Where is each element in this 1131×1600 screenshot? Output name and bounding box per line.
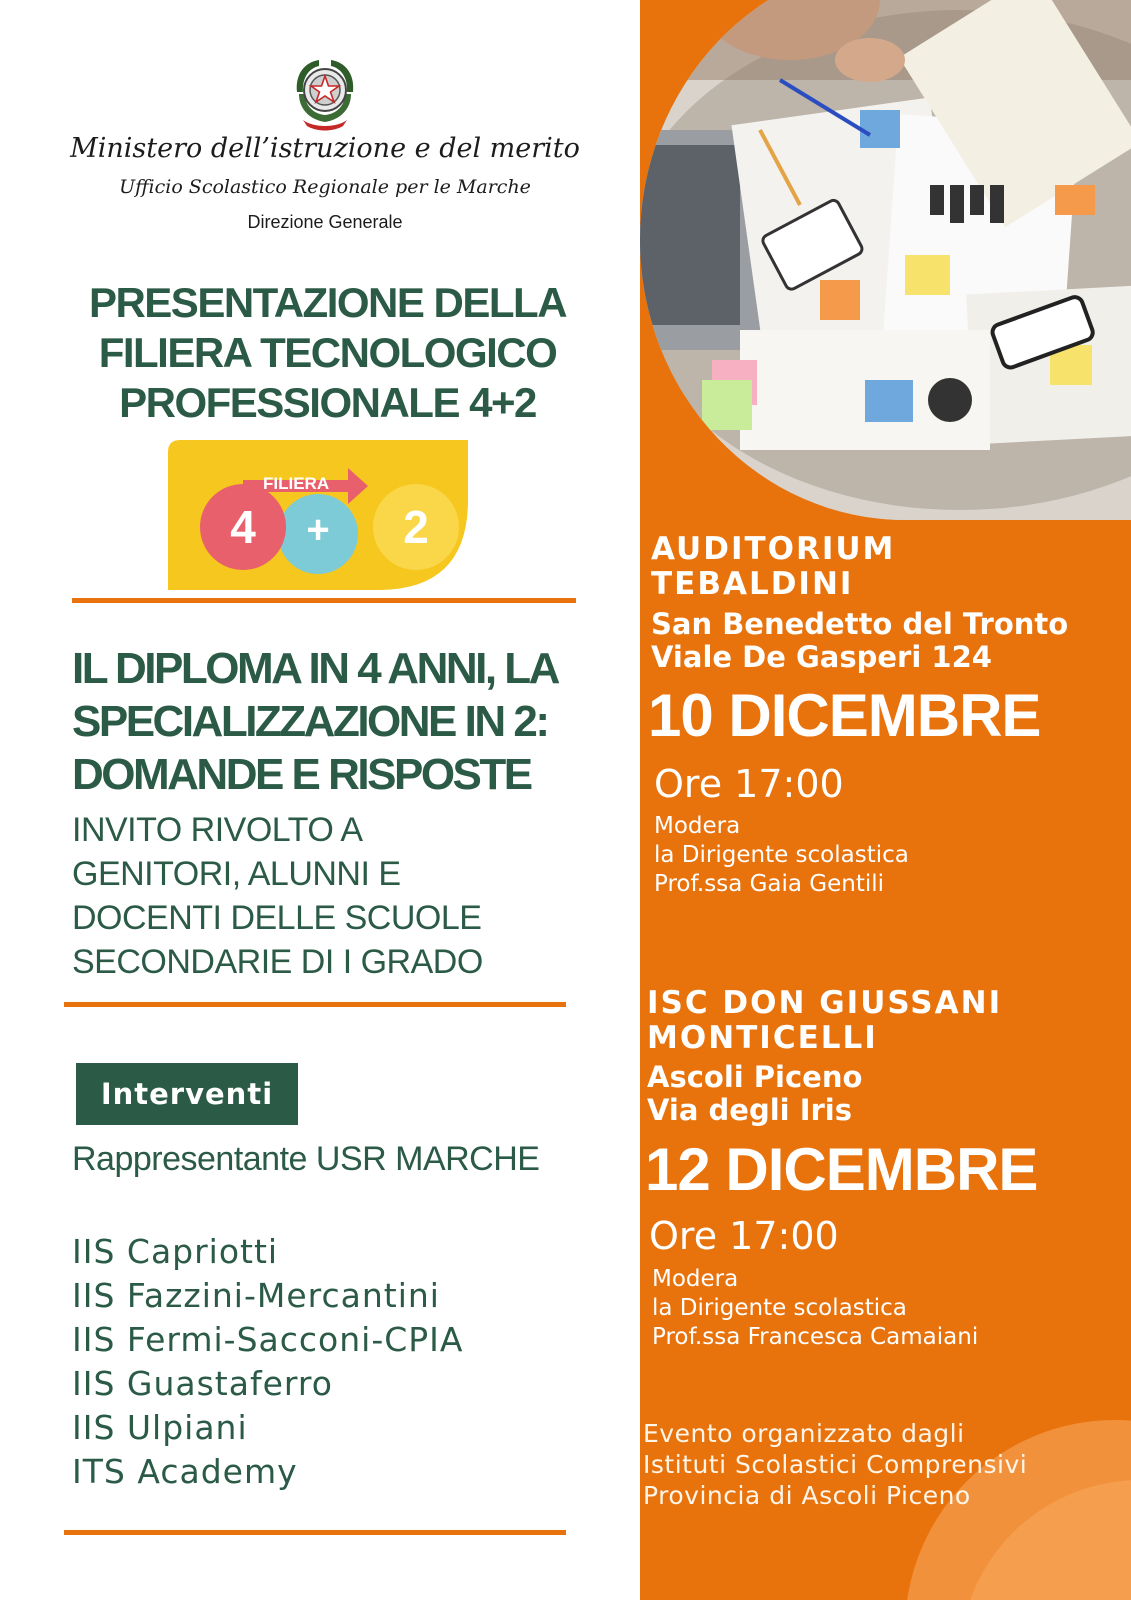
- presentation-line1: PRESENTAZIONE DELLA: [88, 279, 567, 326]
- event2-address: [647, 1061, 862, 1127]
- divider-top: [72, 598, 576, 603]
- organizer-line3: Provincia di Ascoli Piceno: [643, 1481, 971, 1510]
- regional-office: Ufficio Scolastico Regionale per le Marche: [119, 176, 531, 198]
- invite-line3: DOCENTI DELLE SCUOLE: [72, 899, 482, 937]
- organizer-line2: Istituti Scolastici Comprensivi: [643, 1450, 1028, 1479]
- presentation-line2: FILIERA TECNOLOGICO: [98, 329, 557, 376]
- organizer-note: [643, 1418, 1027, 1511]
- school-item: IIS Fazzini-Mercantini: [72, 1276, 440, 1315]
- invite-text: [72, 808, 632, 984]
- event1-time: Ore 17:00: [654, 762, 844, 806]
- invite-line4: SECONDARIE DI I GRADO: [72, 943, 483, 981]
- event2-moderator: [652, 1265, 978, 1352]
- organizer-line1: Evento organizzato dagli: [643, 1419, 965, 1448]
- schools-list: [72, 1230, 632, 1494]
- school-item: IIS Ulpiani: [72, 1408, 248, 1447]
- event2-mod-line1: Modera: [652, 1266, 739, 1292]
- headline-line2: SPECIALIZZAZIONE IN 2:: [72, 697, 548, 746]
- event2-venue-line2: MONTICELLI: [647, 1020, 878, 1056]
- headline-line1: IL DIPLOMA IN 4 ANNI, LA: [72, 644, 558, 693]
- school-item: IIS Fermi-Sacconi-CPIA: [72, 1320, 464, 1359]
- event1-moderator: [654, 812, 909, 899]
- event1-mod-line2: la Dirigente scolastica: [654, 842, 909, 868]
- event1-street: Viale De Gasperi 124: [651, 640, 992, 674]
- headline: [72, 642, 632, 801]
- event1-venue: [651, 532, 895, 602]
- invite-line1: INVITO RIVOLTO A: [72, 811, 363, 849]
- school-item: IIS Capriotti: [72, 1232, 279, 1271]
- representative: Rappresentante USR MARCHE: [72, 1140, 540, 1178]
- interventi-badge: Interventi: [76, 1063, 298, 1125]
- event2-mod-line3: Prof.ssa Francesca Camaiani: [652, 1324, 979, 1350]
- school-item: IIS Guastaferro: [72, 1364, 333, 1403]
- event1-venue-line2: TEBALDINI: [651, 566, 854, 602]
- logo-num1: 4: [230, 501, 256, 553]
- event2-street: Via degli Iris: [647, 1093, 852, 1127]
- event2-time: Ore 17:00: [649, 1214, 839, 1258]
- school-item: ITS Academy: [72, 1452, 298, 1491]
- event1-mod-line3: Prof.ssa Gaia Gentili: [654, 871, 885, 897]
- headline-line3: DOMANDE E RISPOSTE: [72, 750, 531, 799]
- event1-mod-line1: Modera: [654, 813, 741, 839]
- event2-venue-line1: ISC DON GIUSSANI: [647, 985, 1003, 1021]
- event1-venue-line1: AUDITORIUM: [651, 531, 896, 567]
- event1-city: San Benedetto del Tronto: [651, 607, 1069, 641]
- logo-num2: 2: [403, 501, 429, 553]
- logo-label: FILIERA: [263, 474, 330, 493]
- event2-date: 12 DICEMBRE: [645, 1136, 1038, 1203]
- filiera-4-2-logo: [168, 440, 478, 590]
- divider-bottom: [64, 1530, 566, 1535]
- ministry-name: Ministero dell’istruzione e del merito: [70, 133, 580, 164]
- invite-line2: GENITORI, ALUNNI E: [72, 855, 401, 893]
- event2-venue: [647, 986, 1002, 1056]
- italian-republic-emblem-icon: [289, 52, 361, 132]
- event2-mod-line2: la Dirigente scolastica: [652, 1295, 907, 1321]
- general-direction: Direzione Generale: [247, 212, 403, 232]
- presentation-line3: PROFESSIONALE 4+2: [119, 379, 536, 426]
- divider-middle: [64, 1002, 566, 1007]
- logo-plus: +: [306, 508, 330, 552]
- presentation-title: [40, 278, 615, 428]
- event1-address: [651, 608, 1068, 674]
- event2-city: Ascoli Piceno: [647, 1060, 863, 1094]
- event1-date: 10 DICEMBRE: [648, 682, 1041, 749]
